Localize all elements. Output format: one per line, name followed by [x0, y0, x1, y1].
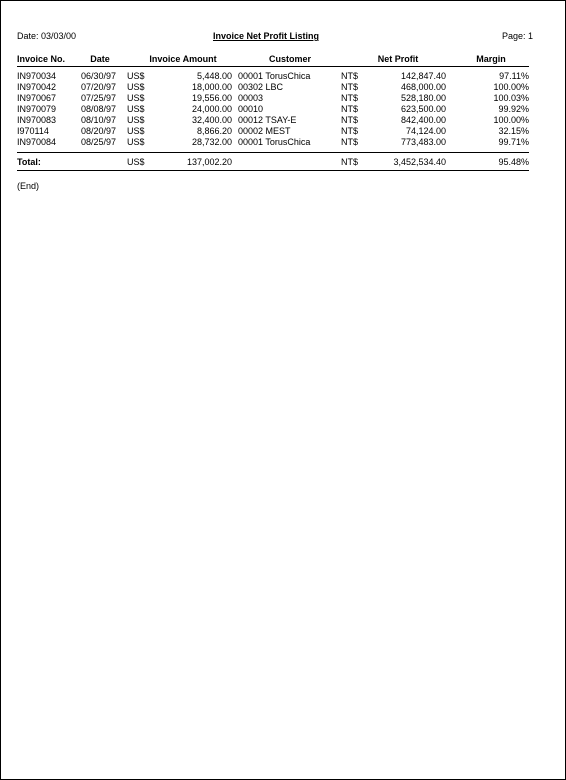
net-profit-currency-cell: NT$	[341, 126, 359, 136]
column-header-invoice-no: Invoice No.	[17, 54, 66, 64]
currency-cell: US$	[127, 93, 145, 103]
currency-cell: US$	[127, 126, 145, 136]
net-profit-cell: 74,124.00	[405, 126, 446, 136]
date-cell: 08/10/97	[81, 115, 117, 125]
invoice-no-cell: IN970067	[17, 93, 57, 103]
total-currency: US$	[127, 157, 145, 167]
end-marker: (End)	[17, 181, 40, 191]
margin-cell: 97.11%	[499, 71, 529, 81]
customer-cell: 00002 MEST	[238, 126, 291, 136]
column-header-date: Date	[90, 54, 110, 64]
customer-cell: 00302 LBC	[238, 82, 284, 92]
date-cell: 08/25/97	[81, 137, 117, 147]
page-number: Page: 1	[501, 31, 533, 41]
margin-cell: 32.15%	[498, 126, 529, 136]
invoice-no-cell: IN970084	[17, 137, 57, 147]
column-header-customer: Customer	[268, 54, 311, 64]
amount-cell: 18,000.00	[191, 82, 232, 92]
margin-cell: 100.03%	[493, 93, 529, 103]
amount-cell: 8,866.20	[196, 126, 232, 136]
invoice-no-cell: IN970079	[17, 104, 57, 114]
net-profit-cell: 142,847.40	[400, 71, 446, 81]
column-header-invoice-amount: Invoice Amount	[149, 54, 217, 64]
net-profit-currency-cell: NT$	[341, 137, 359, 147]
date-cell: 07/20/97	[81, 82, 117, 92]
net-profit-currency-cell: NT$	[341, 115, 359, 125]
date-cell: 06/30/97	[81, 71, 117, 81]
margin-cell: 99.71%	[498, 137, 529, 147]
total-margin: 95.48%	[498, 157, 529, 167]
net-profit-currency-cell: NT$	[341, 82, 359, 92]
invoice-no-cell: I970114	[17, 126, 49, 136]
currency-cell: US$	[127, 82, 145, 92]
total-amount: 137,002.20	[186, 157, 232, 167]
date-cell: 08/20/97	[81, 126, 117, 136]
amount-cell: 19,556.00	[191, 93, 232, 103]
date-cell: 08/08/97	[81, 104, 117, 114]
total-net-profit-currency: NT$	[341, 157, 359, 167]
total-net-profit: 3,452,534.40	[393, 157, 446, 167]
currency-cell: US$	[127, 71, 145, 81]
customer-cell: 00012 TSAY-E	[238, 115, 297, 125]
net-profit-cell: 842,400.00	[400, 115, 446, 125]
customer-cell: 00001 TorusChica	[238, 137, 311, 147]
header-divider	[17, 66, 529, 67]
net-profit-cell: 773,483.00	[400, 137, 446, 147]
amount-cell: 32,400.00	[191, 115, 232, 125]
report-title: Invoice Net Profit Listing	[212, 31, 319, 41]
net-profit-currency-cell: NT$	[341, 93, 359, 103]
net-profit-cell: 528,180.00	[400, 93, 446, 103]
net-profit-currency-cell: NT$	[341, 104, 359, 114]
invoice-no-cell: IN970034	[17, 71, 57, 81]
margin-cell: 100.00%	[493, 115, 529, 125]
total-divider	[17, 152, 529, 153]
margin-cell: 99.92%	[498, 104, 529, 114]
column-header-margin: Margin	[476, 54, 506, 64]
invoice-no-cell: IN970083	[17, 115, 57, 125]
margin-cell: 100.00%	[493, 82, 529, 92]
customer-cell: 00001 TorusChica	[238, 71, 311, 81]
net-profit-currency-cell: NT$	[341, 71, 359, 81]
customer-cell: 00010	[238, 104, 264, 114]
currency-cell: US$	[127, 104, 145, 114]
date-cell: 07/25/97	[81, 93, 117, 103]
currency-cell: US$	[127, 115, 145, 125]
invoice-no-cell: IN970042	[17, 82, 57, 92]
net-profit-cell: 468,000.00	[400, 82, 446, 92]
currency-cell: US$	[127, 137, 145, 147]
total-label: Total:	[17, 157, 41, 167]
total-underline	[17, 170, 529, 171]
column-header-net-profit: Net Profit	[377, 54, 419, 64]
customer-cell: 00003	[238, 93, 264, 103]
report-date: Date: 03/03/00	[17, 31, 77, 41]
amount-cell: 24,000.00	[191, 104, 232, 114]
net-profit-cell: 623,500.00	[400, 104, 446, 114]
amount-cell: 5,448.00	[196, 71, 232, 81]
amount-cell: 28,732.00	[191, 137, 232, 147]
